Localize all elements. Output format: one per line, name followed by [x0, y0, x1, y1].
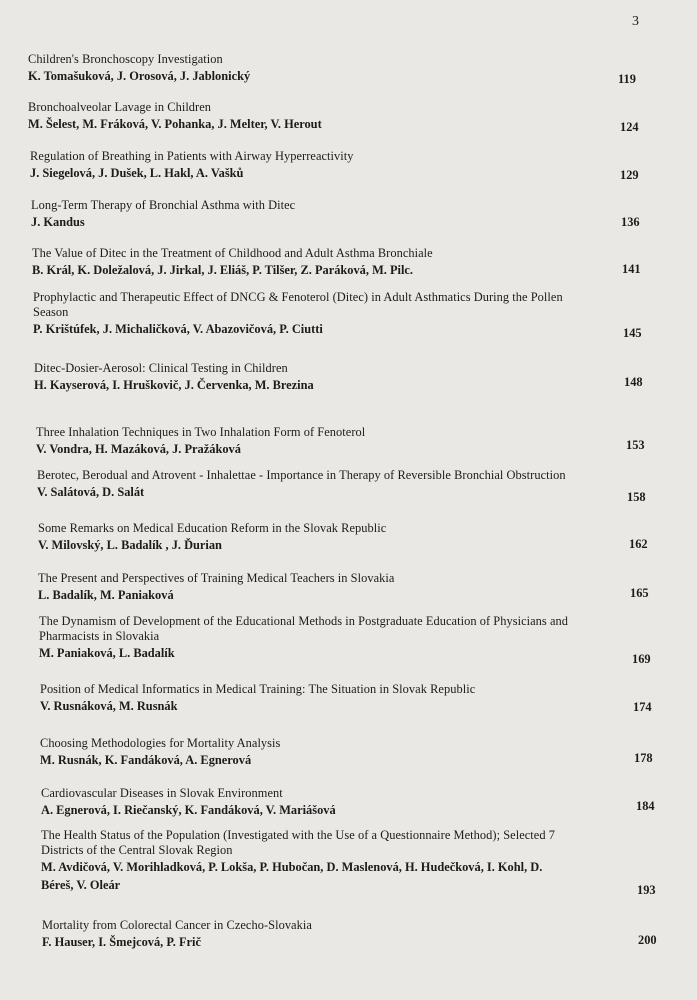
entry-page-number: 169 [632, 652, 651, 666]
entry-authors: V. Salátová, D. Salát [37, 485, 145, 499]
entry-title: Berotec, Berodual and Atrovent - Inhalettae - Importance in Therapy of Reversible Bronchial Obstruction [37, 468, 566, 482]
entry-title: Three Inhalation Techniques in Two Inhalation Form of Fenoterol [36, 425, 366, 439]
entry-authors: J. Kandus [31, 215, 85, 229]
entry-page-number: 174 [633, 700, 652, 714]
entry-page-number: 145 [623, 326, 642, 340]
entry-page-number: 165 [630, 586, 649, 600]
entry-authors: L. Badalík, M. Paniaková [38, 588, 174, 602]
entry-page-number: 184 [636, 799, 655, 813]
entry-title: Mortality from Colorectal Cancer in Czecho-Slovakia [42, 918, 312, 932]
entry-page-number: 193 [637, 883, 656, 897]
entry-title: Long-Term Therapy of Bronchial Asthma with Ditec [31, 198, 296, 212]
entry-title: The Value of Ditec in the Treatment of Childhood and Adult Asthma Bronchiale [32, 246, 433, 260]
entry-authors: Béreš, V. Oleár [41, 878, 121, 892]
entry-title: Cardiovascular Diseases in Slovak Environment [41, 786, 283, 800]
entry-authors: K. Tomašuková, J. Orosová, J. Jablonický [28, 69, 251, 83]
entry-title: Pharmacists in Slovakia [39, 629, 160, 643]
entry-authors: F. Hauser, I. Šmejcová, P. Frič [42, 935, 202, 949]
entry-page-number: 141 [622, 262, 641, 276]
entry-page-number: 129 [620, 168, 639, 182]
entry-page-number: 153 [626, 438, 645, 452]
entry-title: The Health Status of the Population (Investigated with the Use of a Questionnaire Method); Selected 7 [41, 828, 555, 842]
entry-authors: M. Rusnák, K. Fandáková, A. Egnerová [40, 753, 252, 767]
entry-authors: V. Milovský, L. Badalík , J. Ďurian [38, 538, 222, 552]
entry-title: Prophylactic and Therapeutic Effect of DNCG & Fenoterol (Ditec) in Adult Asthmatics During the Pollen [33, 290, 563, 304]
entry-title: Season [33, 305, 69, 319]
entry-authors: P. Krištúfek, J. Michaličková, V. Abazovičová, P. Ciutti [33, 322, 323, 336]
entry-title: Districts of the Central Slovak Region [41, 843, 233, 857]
entry-authors: M. Avdičová, V. Morihladková, P. Lokša, P. Hubočan, D. Maslenová, H. Hudečková, I. Kohl, D. [41, 860, 543, 874]
entry-title: The Dynamism of Development of the Educational Methods in Postgraduate Education of Physicians and [39, 614, 568, 628]
entry-title: Children's Bronchoscopy Investigation [28, 52, 223, 66]
entry-authors: V. Rusnáková, M. Rusnák [40, 699, 178, 713]
entry-title: Ditec-Dosier-Aerosol: Clinical Testing in Children [34, 361, 288, 375]
entry-page-number: 136 [621, 215, 640, 229]
entry-page-number: 119 [618, 72, 636, 86]
entry-authors: M. Šelest, M. Fráková, V. Pohanka, J. Melter, V. Herout [28, 117, 322, 131]
entry-title: Choosing Methodologies for Mortality Analysis [40, 736, 281, 750]
entry-authors: H. Kayserová, I. Hruškovič, J. Červenka, M. Brezina [34, 378, 314, 392]
entry-page-number: 178 [634, 751, 653, 765]
entry-page-number: 200 [638, 933, 657, 947]
entry-title: The Present and Perspectives of Training Medical Teachers in Slovakia [38, 571, 395, 585]
entry-page-number: 148 [624, 375, 643, 389]
entry-authors: J. Siegelová, J. Dušek, L. Hakl, A. Vašků [30, 166, 244, 180]
entry-authors: M. Paniaková, L. Badalík [39, 646, 175, 660]
entry-authors: B. Král, K. Doležalová, J. Jirkal, J. Eliáš, P. Tilšer, Z. Paráková, M. Pilc. [32, 263, 414, 277]
entry-page-number: 158 [627, 490, 646, 504]
entry-title: Some Remarks on Medical Education Reform in the Slovak Republic [38, 521, 387, 535]
entry-title: Position of Medical Informatics in Medical Training: The Situation in Slovak Republic [40, 682, 476, 696]
entry-authors: A. Egnerová, I. Riečanský, K. Fandáková, V. Mariášová [41, 803, 336, 817]
entry-title: Regulation of Breathing in Patients with Airway Hyperreactivity [30, 149, 354, 163]
entry-page-number: 162 [629, 537, 648, 551]
entry-page-number: 124 [620, 120, 639, 134]
entry-authors: V. Vondra, H. Mazáková, J. Pražáková [36, 442, 241, 456]
entry-title: Bronchoalveolar Lavage in Children [28, 100, 212, 114]
page-number: 3 [632, 14, 639, 29]
